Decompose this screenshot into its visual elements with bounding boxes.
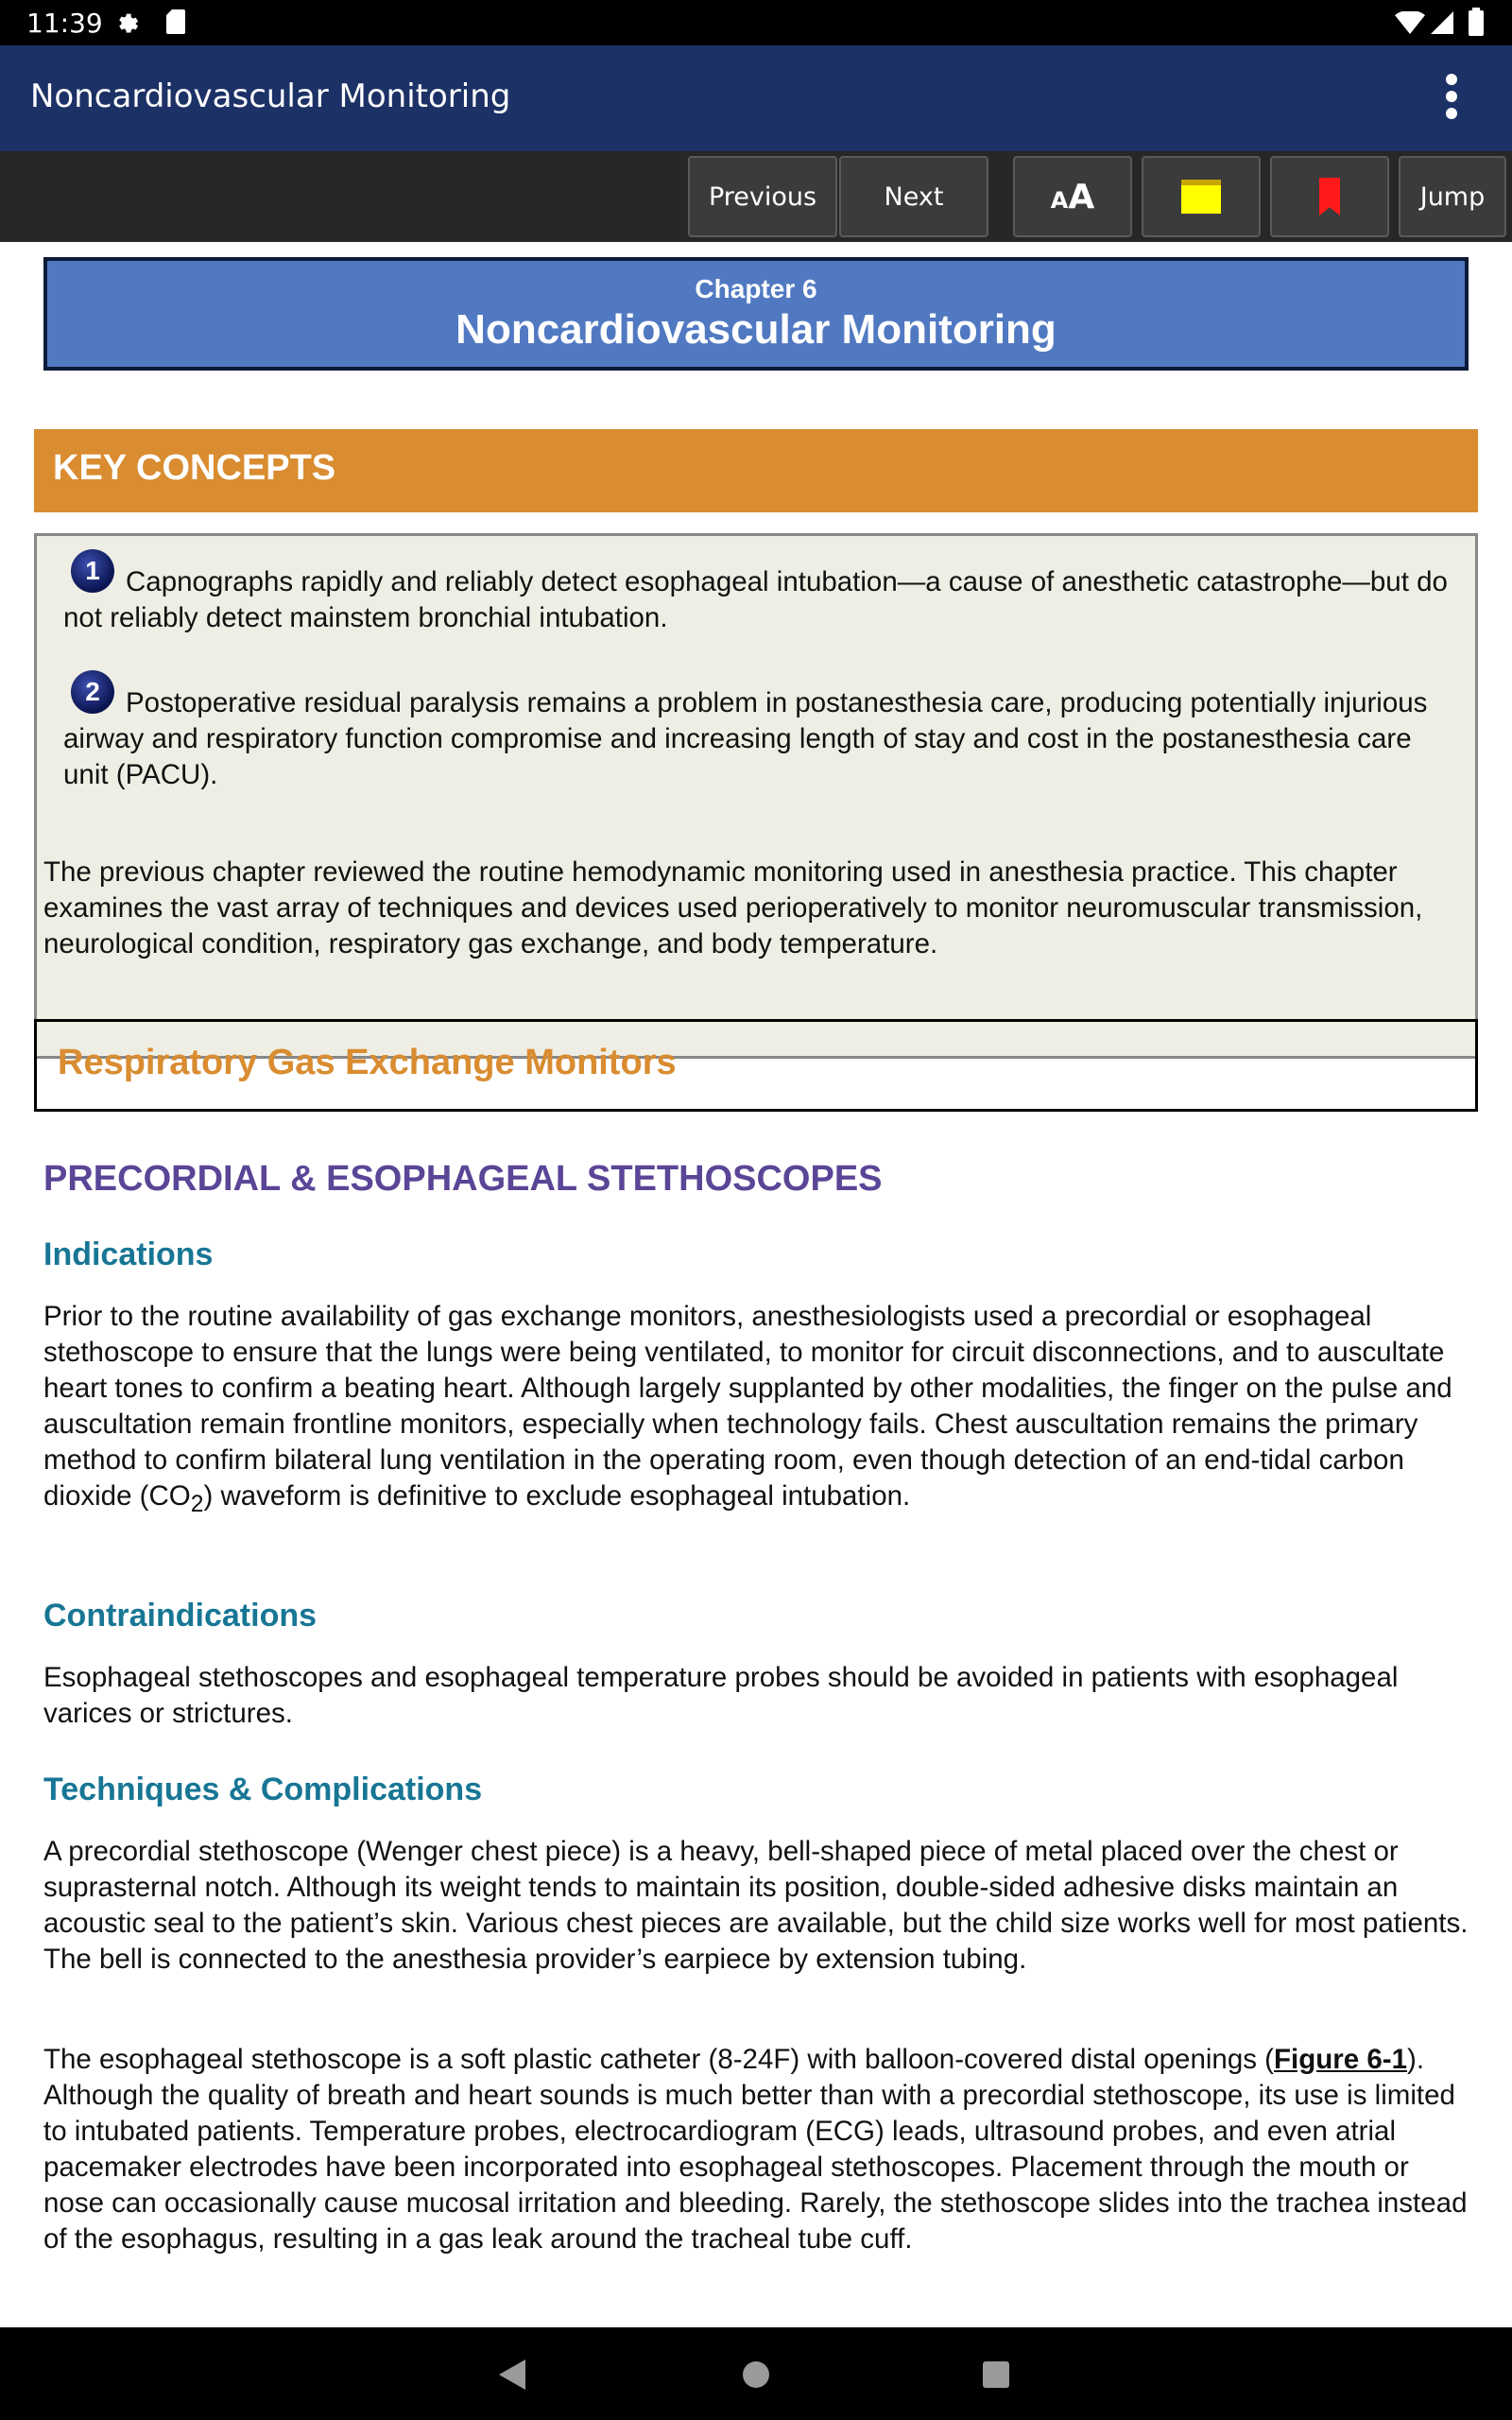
key-concept-text: Postoperative residual paralysis remains a problem in postanesthesia care, producing potentially injurious airway and respiratory function compromise and increasing length of stay and cost in the postanesthesia care unit (PACU). bbox=[63, 687, 1428, 790]
section-heading-box bbox=[34, 1019, 1478, 1112]
next-button[interactable]: Next bbox=[839, 156, 988, 237]
chapter-header bbox=[43, 257, 1469, 371]
previous-button[interactable]: Previous bbox=[688, 156, 837, 237]
concept-number-badge[interactable]: 1 bbox=[71, 549, 114, 593]
jump-button[interactable]: Jump bbox=[1399, 156, 1506, 237]
key-concept-text: Capnographs rapidly and reliably detect esophageal intubation—a cause of anesthetic catastrophe—but do not reliably detect mainstem bronchial intubation. bbox=[63, 566, 1448, 633]
subsection-title: PRECORDIAL & ESOPHAGEAL STETHOSCOPES bbox=[43, 1159, 883, 1199]
recent-apps-icon[interactable] bbox=[983, 2361, 1009, 2388]
key-concept-item bbox=[63, 670, 1452, 793]
reader-toolbar bbox=[0, 151, 1512, 242]
home-icon[interactable] bbox=[743, 2361, 769, 2388]
techniques-paragraph: The esophageal stethoscope is a soft plastic catheter (8-24F) with balloon-covered distal openings (Figure 6-1). Although the quality of breath and heart sounds is much better than with a precordial stethoscope, its use is limited to intubated patients. Temperature probes, electrocardiogram (ECG) leads, ultrasound probes, and even atrial pacemaker electrodes have been incorporated into esophageal stethoscopes. Placement through the mouth or nose can occasionally cause mucosal irritation and bleeding. Rarely, the stethoscope slides into the trachea instead of the esophagus, resulting in a gas leak around the tracheal tube cuff. bbox=[43, 2044, 1468, 2255]
chapter-title: Noncardiovascular Monitoring bbox=[455, 306, 1057, 353]
signal-icon bbox=[1431, 11, 1453, 34]
battery-icon bbox=[1469, 8, 1484, 36]
notes-button[interactable] bbox=[1142, 156, 1261, 237]
section-title: Respiratory Gas Exchange Monitors bbox=[58, 1043, 677, 1082]
bookmark-button[interactable] bbox=[1270, 156, 1389, 237]
font-size-button[interactable] bbox=[1013, 156, 1132, 237]
back-icon[interactable] bbox=[499, 2360, 525, 2390]
wifi-icon bbox=[1395, 11, 1425, 34]
key-concepts-heading: KEY CONCEPTS bbox=[34, 429, 1478, 512]
contraindications-paragraph: Esophageal stethoscopes and esophageal temperature probes should be avoided in patients with esophageal varices or strictures. bbox=[43, 1662, 1399, 1729]
concept-number-badge[interactable]: 2 bbox=[71, 670, 114, 714]
chapter-number: Chapter 6 bbox=[695, 274, 817, 303]
font-size-icon: AA bbox=[1050, 177, 1095, 216]
techniques-heading: Techniques & Complications bbox=[43, 1772, 483, 1807]
status-bar bbox=[0, 0, 1512, 45]
status-time: 11:39 bbox=[26, 8, 103, 39]
system-nav-bar bbox=[0, 2327, 1512, 2420]
indications-paragraph: Prior to the routine availability of gas exchange monitors, anesthesiologists used a precordial or esophageal stethoscope to ensure that the lungs were being ventilated, to monitor for circuit disconnections, and to auscultate heart tones to confirm a beating heart. Although largely supplanted by other modalities, the finger on the pulse and auscultation remain frontline monitors, especially when technology fails. Chest auscultation remains the primary method to confirm bilateral lung ventilation in the operating room, even though detection of an end-tidal carbon dioxide $(CO_2)$ waveform is definitive to exclude esophageal intubation. bbox=[43, 1301, 1452, 1517]
key-concepts-box bbox=[34, 533, 1478, 1059]
indications-heading: Indications bbox=[43, 1236, 214, 1272]
bookmark-icon bbox=[1319, 178, 1340, 216]
overflow-menu-icon[interactable] bbox=[1436, 70, 1467, 123]
contraindications-heading: Contraindications bbox=[43, 1598, 318, 1634]
intro-paragraph: The previous chapter reviewed the routine hemodynamic monitoring used in anesthesia practice. This chapter examines the vast array of techniques and devices used perioperatively to monitor neuromuscular transmission, neurological condition, respiratory gas exchange, and body temperature. bbox=[43, 856, 1423, 959]
figure-link[interactable]: Figure 6-1 bbox=[1274, 2044, 1407, 2075]
key-concept-item bbox=[63, 549, 1452, 636]
techniques-paragraph: A precordial stethoscope (Wenger chest piece) is a heavy, bell-shaped piece of metal placed over the chest or suprasternal notch. Although its weight tends to maintain its position, double-sided adhesive disks maintain an acoustic seal to the patient’s skin. Various chest pieces are available, but the child size works well for most patients. The bell is connected to the anesthesia provider’s earpiece by extension tubing. bbox=[43, 1836, 1469, 1975]
app-title: Noncardiovascular Monitoring bbox=[30, 78, 511, 115]
settings-gear-icon bbox=[115, 9, 142, 36]
sd-card-icon bbox=[166, 9, 185, 34]
sticky-note-icon bbox=[1181, 180, 1221, 214]
app-bar bbox=[0, 45, 1512, 151]
